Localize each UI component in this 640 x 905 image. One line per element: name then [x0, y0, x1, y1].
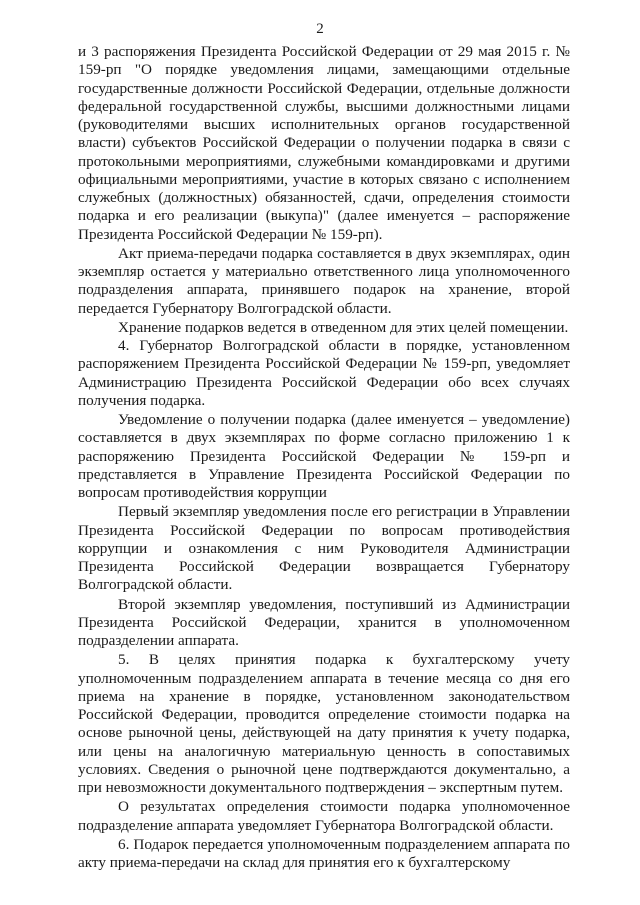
paragraph-4: 4. Губернатор Волгоградской области в порядке, установленном распоряжением Президента Российской Федерации № 159-рп, уведомляет Администрацию Президента Российской Федерации обо всех случаях получения подарка.	[78, 337, 570, 409]
paragraph-8: 5. В целях принятия подарка к бухгалтерскому учету уполномоченным подразделением аппарата в течение месяца со дня его приема на хранение в порядке, установленном законодательством Российской Федерации, проводится определение стоимости подарка на основе рыночной цены, действующей на дату принятия к учету подарка, или цены на аналогичную материальную ценность в сопоставимых условиях. Сведения о рыночной цене подтверждаются документально, а при невозможности документального подтверждения – экспертным путем.	[78, 651, 570, 796]
paragraph-10: 6. Подарок передается уполномоченным подразделением аппарата по акту приема-передачи на склад для принятия его к бухгалтерскому	[78, 835, 570, 871]
paragraph-3: Хранение подарков ведется в отведенном для этих целей помещении.	[118, 318, 569, 336]
paragraph-9: О результатах определения стоимости подарка уполномоченное подразделение аппарата уведомляет Губернатора Волгоградской области.	[78, 798, 570, 834]
paragraph-2: Акт приема-передачи подарка составляется в двух экземплярах, один экземпляр остается у материально ответственного лица уполномоченного подразделения аппарата, принявшего подарок на хранение, второй передается Губернатору Волгоградской области.	[78, 244, 570, 317]
paragraph-5: Уведомление о получении подарка (далее именуется – уведомление) составляется в двух экземплярах по форме согласно приложению 1 к распоряжению Президента Российской Федерации № 159-рп и представляется в Управление Президента Российской Федерации по вопросам противодействия коррупции	[78, 411, 570, 501]
paragraph-6: Первый экземпляр уведомления после его регистрации в Управлении Президента Российской Федерации по вопросам противодействия коррупции и ознакомления с ним Руководителя Администрации Президента Российской Федерации возвращается Губернатору Волгоградской области.	[78, 503, 570, 594]
paragraph-1: и 3 распоряжения Президента Российской Федерации от 29 мая 2015 г. № 159-рп "О порядке уведомления лицами, замещающими отдельные государственные должности Российской Федерации, отдельные должности федеральной государственной службы, высшими должностными лицами (руководителями высших исполнительных органов государственной власти) субъектов Российской Федерации о получении подарка в связи с протокольными мероприятиями, служебными командировками и другими официальными мероприятиями, участие в которых связано с исполнением служебных (должностных) обязанностей, сдачи, определения стоимости подарка и его реализации (выкупа)" (далее именуется – распоряжение Президента Российской Федерации № 159-рп).	[78, 43, 570, 243]
page-number: 2	[316, 21, 324, 37]
document-body	[78, 43, 570, 872]
paragraph-7: Второй экземпляр уведомления, поступивший из Администрации Президента Российской Федерации, хранится в уполномоченном подразделении аппарата.	[78, 595, 570, 649]
